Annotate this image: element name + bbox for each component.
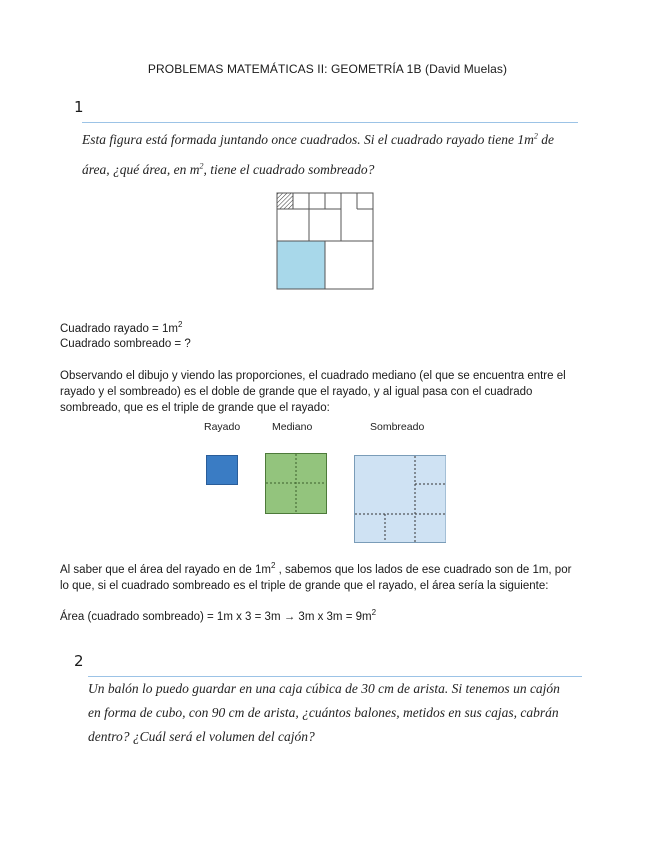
- sombreado-square: [354, 455, 446, 543]
- rayado-square: [206, 455, 238, 485]
- p2-line-3: dentro? ¿Cuál será el volumen del cajón?: [88, 729, 315, 744]
- statement-line-1: Esta figura está formada juntando once cuadrados. Si el cuadrado rayado tiene $1m^2$ de: [82, 131, 554, 147]
- p2-line-1: Un balón lo puedo guardar en una caja cúbica de 30 cm de arista. Si tenemos un cajón: [88, 681, 560, 696]
- explanation: Observando el dibujo y viendo las proporciones, el cuadrado mediano (el que se encuentra entre el rayado y el sombreado) es el doble de grande que el rayado, y al igual pasa con el cuadrado sombreado, que es el triple de grande que el rayado:: [60, 370, 566, 414]
- shaded-square: [277, 241, 325, 289]
- label-mediano: Mediano: [272, 421, 313, 433]
- eleven-squares-figure: [275, 192, 375, 291]
- given-rayado: Cuadrado rayado = $1m^2$: [60, 320, 183, 335]
- p2-line-2: en forma de cubo, con 90 cm de arista, ¿cuántos balones, metidos en sus cajas, cabrán: [88, 705, 559, 720]
- conclusion: Al saber que el área del rayado en de $1m^2$ , sabemos que los lados de ese cuadrado son de 1m, por lo que, si el cuadrado sombreado es el triple de grande que el rayado, el área sería la siguiente:: [60, 561, 572, 592]
- label-rayado: Rayado: [204, 421, 241, 433]
- statement-line-2: área, ¿qué área, en $m^2$, tiene el cuadrado sombreado?: [82, 161, 375, 177]
- problem-2-statement: [88, 676, 582, 749]
- label-sombreado: Sombreado: [370, 421, 425, 433]
- formula: Área (cuadrado sombreado) = 1m x 3 = 3m → 3m x $3m = 9m^2$: [60, 608, 377, 623]
- problem-number-2: 2: [74, 652, 84, 670]
- hatched-square: [277, 193, 293, 209]
- problem-number-1: 1: [74, 98, 84, 116]
- given-sombreado: Cuadrado sombreado = ?: [60, 338, 191, 350]
- mediano-square: [265, 453, 327, 514]
- page-title: PROBLEMAS MATEMÁTICAS II: GEOMETRÍA 1B (David Muelas): [147, 62, 508, 76]
- problem-1-statement: [82, 122, 578, 185]
